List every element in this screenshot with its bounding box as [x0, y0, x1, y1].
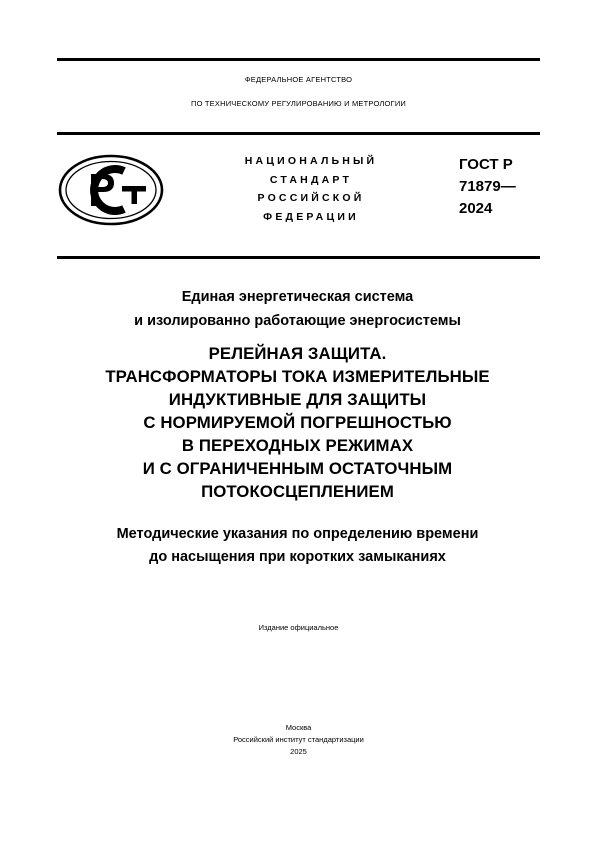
header-rule — [57, 132, 540, 135]
title-line: В ПЕРЕХОДНЫХ РЕЖИМАХ — [181, 436, 414, 455]
national-standard-line: РОССИЙСКОЙ — [257, 192, 365, 204]
national-standard-line: НАЦИОНАЛЬНЫЙ — [244, 155, 378, 167]
publisher-block — [57, 722, 540, 758]
title-line: С НОРМИРУЕМОЙ ПОГРЕШНОСТЬЮ — [143, 413, 452, 432]
national-standard-line: ФЕДЕРАЦИИ — [263, 210, 359, 223]
top-rule — [57, 58, 540, 61]
standard-code-line: 71879— — [459, 178, 516, 195]
publisher-city: Москва — [285, 723, 312, 732]
title-line: ТРАНСФОРМАТОРЫ ТОКА ИЗМЕРИТЕЛЬНЫЕ — [105, 367, 490, 386]
document-subtitle — [40, 285, 555, 333]
national-standard-label — [225, 152, 397, 226]
agency-name-line2: ПО ТЕХНИЧЕСКОМУ РЕГУЛИРОВАНИЮ И МЕТРОЛОГИИ — [190, 99, 406, 108]
national-standard-line: СТАНДАРТ — [269, 173, 353, 186]
subtitle-line: и изолированно работающие энергосистемы — [134, 313, 461, 329]
standard-code — [459, 154, 516, 220]
title-line: ИНДУКТИВНЫЕ ДЛЯ ЗАЩИТЫ — [168, 390, 427, 409]
publisher-institute: Российский институт стандартизации — [233, 735, 364, 744]
subtitle-line: Единая энергетическая система — [181, 289, 414, 305]
standard-code-line: 2024 — [459, 200, 493, 217]
method-line: до насыщения при коротких замыканиях — [149, 549, 446, 565]
rst-certification-mark-icon — [58, 154, 164, 226]
standard-code-line: ГОСТ Р — [459, 156, 513, 173]
document-title — [40, 342, 555, 503]
method-description — [40, 523, 555, 569]
method-line: Методические указания по определению времени — [116, 526, 479, 542]
title-line: И С ОГРАНИЧЕННЫМ ОСТАТОЧНЫМ — [142, 459, 453, 478]
code-rule — [57, 256, 540, 259]
publisher-year: 2025 — [290, 747, 307, 756]
title-line: ПОТОКОСЦЕПЛЕНИЕМ — [201, 482, 394, 501]
edition-label: Издание официальное — [258, 623, 339, 632]
title-line: РЕЛЕЙНАЯ ЗАЩИТА. — [208, 344, 387, 363]
agency-name-line1: ФЕДЕРАЛЬНОЕ АГЕНТСТВО — [244, 75, 353, 84]
